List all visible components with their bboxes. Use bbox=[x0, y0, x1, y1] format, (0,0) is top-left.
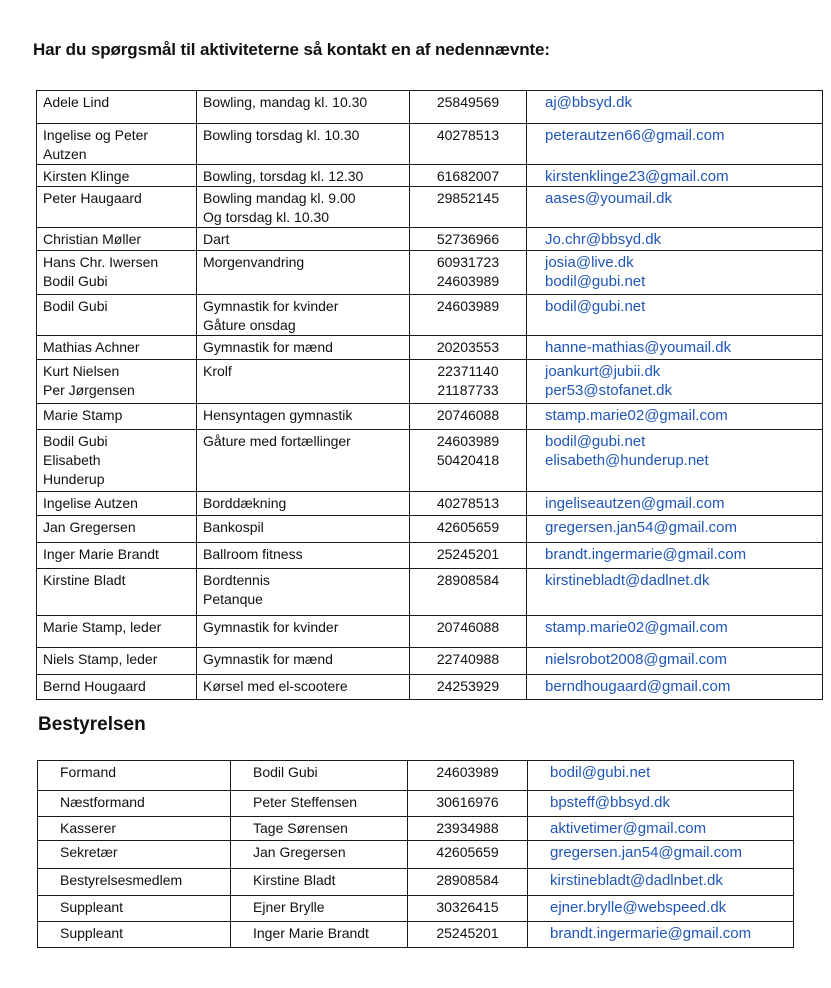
board-heading: Bestyrelsen bbox=[38, 714, 146, 735]
board-member-name: Ejner Brylle bbox=[253, 899, 325, 915]
board-role: Næstformand bbox=[60, 794, 145, 810]
activity-row bbox=[37, 295, 823, 336]
phone-number: 28908584 bbox=[436, 572, 500, 588]
activity-row bbox=[37, 492, 823, 516]
email-address: josia@live.dk bbox=[545, 254, 634, 271]
board-row bbox=[38, 869, 794, 896]
contact-name: Bodil Gubi bbox=[43, 273, 108, 289]
email-address: ejner.brylle@webspeed.dk bbox=[550, 899, 727, 916]
email-address: per53@stofanet.dk bbox=[545, 382, 672, 399]
activity-name-cell bbox=[197, 124, 410, 165]
activity-row bbox=[37, 165, 823, 187]
email-address: kirstinebladt@dadlnbet.dk bbox=[550, 872, 723, 889]
contact-name: Kirstine Bladt bbox=[43, 572, 126, 588]
email-address: gregersen.jan54@gmail.com bbox=[545, 519, 737, 536]
contact-name-cell bbox=[37, 360, 197, 404]
activity-name-cell bbox=[197, 648, 410, 675]
activity-name: Gåture onsdag bbox=[203, 317, 296, 333]
email-address-cell bbox=[527, 336, 823, 360]
phone-number: 50420418 bbox=[436, 452, 500, 468]
email-address: stamp.marie02@gmail.com bbox=[545, 619, 728, 636]
phone-number-cell bbox=[410, 336, 527, 360]
activity-row bbox=[37, 616, 823, 648]
board-member-name-cell bbox=[231, 869, 408, 896]
activity-row bbox=[37, 228, 823, 251]
phone-number-cell bbox=[410, 616, 527, 648]
board-member-name: Inger Marie Brandt bbox=[253, 925, 369, 941]
activity-row bbox=[37, 675, 823, 700]
contact-name-cell bbox=[37, 228, 197, 251]
email-address: Jo.chr@bbsyd.dk bbox=[545, 231, 662, 248]
activity-row bbox=[37, 124, 823, 165]
phone-number: 40278513 bbox=[436, 495, 500, 511]
board-role-cell bbox=[38, 869, 231, 896]
board-role: Suppleant bbox=[60, 899, 124, 915]
email-address: bodil@gubi.net bbox=[545, 298, 646, 315]
activity-name-cell bbox=[197, 91, 410, 124]
activity-name: Bowling torsdag kl. 10.30 bbox=[203, 127, 360, 143]
email-address-cell bbox=[527, 228, 823, 251]
phone-number: 23934988 bbox=[436, 820, 499, 836]
email-address-cell bbox=[528, 869, 794, 896]
phone-number-cell bbox=[410, 404, 527, 430]
phone-number: 22740988 bbox=[436, 651, 500, 667]
contact-name-cell bbox=[37, 492, 197, 516]
phone-number: 60931723 bbox=[436, 254, 500, 270]
activities-table bbox=[36, 90, 823, 700]
board-member-name-cell bbox=[231, 761, 408, 791]
email-address: bodil@gubi.net bbox=[545, 433, 646, 450]
activity-name: Morgenvandring bbox=[203, 254, 305, 270]
contact-name-cell bbox=[37, 295, 197, 336]
activity-name: Bowling, torsdag kl. 12.30 bbox=[203, 168, 364, 184]
activity-row bbox=[37, 648, 823, 675]
email-address-cell bbox=[527, 360, 823, 404]
activity-name-cell bbox=[197, 675, 410, 700]
contact-name-cell bbox=[37, 430, 197, 492]
activity-row bbox=[37, 569, 823, 616]
board-role: Kasserer bbox=[60, 820, 117, 836]
activity-row bbox=[37, 336, 823, 360]
board-role-cell bbox=[38, 896, 231, 922]
phone-number: 24603989 bbox=[436, 764, 499, 780]
contact-name: Mathias Achner bbox=[43, 339, 140, 355]
board-member-name-cell bbox=[231, 841, 408, 869]
contact-name: Bernd Hougaard bbox=[43, 678, 146, 694]
activity-row bbox=[37, 404, 823, 430]
activity-name-cell bbox=[197, 228, 410, 251]
activity-name-cell bbox=[197, 543, 410, 569]
email-address: brandt.ingermarie@gmail.com bbox=[550, 925, 752, 942]
contact-name: Niels Stamp, leder bbox=[43, 651, 158, 667]
contact-name: Per Jørgensen bbox=[43, 382, 135, 398]
phone-number-cell bbox=[410, 228, 527, 251]
phone-number-cell bbox=[408, 761, 528, 791]
phone-number: 24253929 bbox=[436, 678, 500, 694]
email-address-cell bbox=[528, 761, 794, 791]
email-address-cell bbox=[527, 91, 823, 124]
email-address: bodil@gubi.net bbox=[545, 273, 646, 290]
board-member-name: Bodil Gubi bbox=[253, 764, 318, 780]
phone-number: 24603989 bbox=[436, 433, 500, 449]
contact-name: Peter Haugaard bbox=[43, 190, 142, 206]
board-role-cell bbox=[38, 791, 231, 817]
contact-name: Adele Lind bbox=[43, 94, 110, 110]
activity-name-cell bbox=[197, 336, 410, 360]
board-row bbox=[38, 841, 794, 869]
contact-name: Ingelise Autzen bbox=[43, 495, 138, 511]
email-address-cell bbox=[528, 922, 794, 948]
phone-number: 21187733 bbox=[437, 382, 499, 398]
board-table bbox=[37, 760, 794, 948]
phone-number-cell bbox=[410, 165, 527, 187]
email-address: aj@bbsyd.dk bbox=[545, 94, 632, 111]
email-address-cell bbox=[528, 817, 794, 841]
phone-number: 42605659 bbox=[436, 519, 500, 535]
board-role: Bestyrelsesmedlem bbox=[60, 872, 183, 888]
contact-name-cell bbox=[37, 251, 197, 295]
phone-number-cell bbox=[410, 187, 527, 228]
board-member-name-cell bbox=[231, 922, 408, 948]
email-address-cell bbox=[527, 404, 823, 430]
email-address: berndhougaard@gmail.com bbox=[545, 678, 731, 695]
email-address-cell bbox=[527, 492, 823, 516]
contact-name: Ingelise og Peter bbox=[43, 127, 149, 143]
board-role-cell bbox=[38, 841, 231, 869]
contact-name-cell bbox=[37, 675, 197, 700]
contact-name-cell bbox=[37, 124, 197, 165]
email-address-cell bbox=[527, 430, 823, 492]
phone-number: 40278513 bbox=[436, 127, 500, 143]
activity-name: Gymnastik for mænd bbox=[203, 339, 333, 355]
contact-name-cell bbox=[37, 165, 197, 187]
contact-name: Christian Møller bbox=[43, 231, 142, 247]
contact-name: Autzen bbox=[43, 146, 87, 162]
phone-number-cell bbox=[410, 360, 527, 404]
activity-name: Kørsel med el-scootere bbox=[203, 678, 348, 694]
email-address: bodil@gubi.net bbox=[550, 764, 651, 781]
activity-name-cell bbox=[197, 616, 410, 648]
board-member-name-cell bbox=[231, 791, 408, 817]
activity-name: Bordtennis bbox=[203, 572, 270, 588]
email-address-cell bbox=[527, 516, 823, 543]
page-heading: Har du spørgsmål til aktiviteterne så kontakt en af nedennævnte: bbox=[33, 40, 550, 59]
board-member-name: Kirstine Bladt bbox=[253, 872, 336, 888]
phone-number-cell bbox=[410, 543, 527, 569]
board-row bbox=[38, 791, 794, 817]
activity-name-cell bbox=[197, 360, 410, 404]
activity-name: Hensyntagen gymnastik bbox=[203, 407, 353, 423]
email-address: kirstenklinge23@gmail.com bbox=[545, 168, 729, 185]
activity-name: Gåture med fortællinger bbox=[203, 433, 351, 449]
board-row bbox=[38, 922, 794, 948]
phone-number-cell bbox=[408, 869, 528, 896]
activity-name: Bankospil bbox=[203, 519, 264, 535]
phone-number: 52736966 bbox=[436, 231, 500, 247]
email-address-cell bbox=[527, 675, 823, 700]
contact-name: Marie Stamp, leder bbox=[43, 619, 162, 635]
phone-number-cell bbox=[410, 124, 527, 165]
phone-number-cell bbox=[408, 896, 528, 922]
activity-name-cell bbox=[197, 430, 410, 492]
contact-name-cell bbox=[37, 569, 197, 616]
activity-name: Borddækning bbox=[203, 495, 287, 511]
board-row bbox=[38, 896, 794, 922]
board-role: Formand bbox=[60, 764, 117, 780]
email-address: bpsteff@bbsyd.dk bbox=[550, 794, 671, 811]
email-address-cell bbox=[527, 165, 823, 187]
board-role: Sekretær bbox=[60, 844, 118, 860]
phone-number: 28908584 bbox=[436, 872, 499, 888]
email-address: aktivetimer@gmail.com bbox=[550, 820, 707, 837]
email-address-cell bbox=[528, 841, 794, 869]
contact-name-cell bbox=[37, 187, 197, 228]
contact-name: Hans Chr. Iwersen bbox=[43, 254, 159, 270]
board-role-cell bbox=[38, 922, 231, 948]
phone-number-cell bbox=[408, 841, 528, 869]
contact-name-cell bbox=[37, 648, 197, 675]
phone-number-cell bbox=[410, 430, 527, 492]
email-address: hanne-mathias@youmail.dk bbox=[545, 339, 732, 356]
email-address: ingeliseautzen@gmail.com bbox=[545, 495, 725, 512]
email-address-cell bbox=[527, 251, 823, 295]
contact-name-cell bbox=[37, 336, 197, 360]
email-address-cell bbox=[528, 896, 794, 922]
email-address: gregersen.jan54@gmail.com bbox=[550, 844, 742, 861]
activity-name-cell bbox=[197, 295, 410, 336]
email-address-cell bbox=[527, 187, 823, 228]
phone-number: 42605659 bbox=[436, 844, 499, 860]
email-address: aases@youmail.dk bbox=[545, 190, 672, 207]
email-address: stamp.marie02@gmail.com bbox=[545, 407, 728, 424]
contact-name-cell bbox=[37, 516, 197, 543]
email-address: brandt.ingermarie@gmail.com bbox=[545, 546, 747, 563]
activity-row bbox=[37, 543, 823, 569]
phone-number-cell bbox=[410, 516, 527, 543]
board-member-name-cell bbox=[231, 896, 408, 922]
contact-name: Kirsten Klinge bbox=[43, 168, 130, 184]
activity-name-cell bbox=[197, 251, 410, 295]
board-row bbox=[38, 761, 794, 791]
email-address-cell bbox=[527, 124, 823, 165]
email-address-cell bbox=[527, 543, 823, 569]
phone-number-cell bbox=[408, 791, 528, 817]
email-address: joankurt@jubii.dk bbox=[545, 363, 661, 380]
phone-number: 30616976 bbox=[436, 794, 499, 810]
phone-number-cell bbox=[410, 569, 527, 616]
activity-name: Krolf bbox=[203, 363, 232, 379]
contact-name: Elisabeth bbox=[43, 452, 101, 468]
email-address-cell bbox=[527, 648, 823, 675]
email-address: elisabeth@hunderup.net bbox=[545, 452, 709, 469]
activity-name: Ballroom fitness bbox=[203, 546, 303, 562]
contact-name: Hunderup bbox=[43, 471, 105, 487]
activity-name: Dart bbox=[203, 231, 230, 247]
phone-number: 29852145 bbox=[436, 190, 500, 206]
phone-number: 24603989 bbox=[436, 298, 500, 314]
board-role-cell bbox=[38, 817, 231, 841]
activity-row bbox=[37, 187, 823, 228]
phone-number: 20746088 bbox=[436, 619, 500, 635]
activity-name: Gymnastik for kvinder bbox=[203, 298, 339, 314]
contact-name-cell bbox=[37, 91, 197, 124]
activity-name: Bowling mandag kl. 9.00 bbox=[203, 190, 356, 206]
board-row bbox=[38, 817, 794, 841]
email-address-cell bbox=[527, 295, 823, 336]
activity-name-cell bbox=[197, 404, 410, 430]
email-address-cell bbox=[527, 616, 823, 648]
phone-number-cell bbox=[408, 922, 528, 948]
phone-number-cell bbox=[410, 295, 527, 336]
board-member-name: Peter Steffensen bbox=[253, 794, 358, 810]
phone-number: 24603989 bbox=[436, 273, 500, 289]
phone-number: 20203553 bbox=[436, 339, 500, 355]
activity-name-cell bbox=[197, 165, 410, 187]
phone-number: 22371140 bbox=[437, 363, 499, 379]
board-member-name: Tage Sørensen bbox=[253, 820, 348, 836]
phone-number: 25245201 bbox=[436, 925, 499, 941]
phone-number: 20746088 bbox=[436, 407, 500, 423]
activity-name-cell bbox=[197, 569, 410, 616]
activity-row bbox=[37, 91, 823, 124]
board-role: Suppleant bbox=[60, 925, 124, 941]
phone-number-cell bbox=[410, 91, 527, 124]
activity-name: Petanque bbox=[203, 591, 263, 607]
phone-number: 30326415 bbox=[436, 899, 499, 915]
contact-name: Inger Marie Brandt bbox=[43, 546, 159, 562]
contact-name: Jan Gregersen bbox=[43, 519, 136, 535]
board-member-name-cell bbox=[231, 817, 408, 841]
board-member-name: Jan Gregersen bbox=[253, 844, 346, 860]
activity-name: Bowling, mandag kl. 10.30 bbox=[203, 94, 368, 110]
activity-row bbox=[37, 516, 823, 543]
activity-row bbox=[37, 251, 823, 295]
activity-name: Gymnastik for kvinder bbox=[203, 619, 339, 635]
contact-name: Bodil Gubi bbox=[43, 433, 108, 449]
board-role-cell bbox=[38, 761, 231, 791]
phone-number: 25849569 bbox=[436, 94, 500, 110]
email-address-cell bbox=[528, 791, 794, 817]
activity-name-cell bbox=[197, 492, 410, 516]
phone-number-cell bbox=[410, 492, 527, 516]
activity-name-cell bbox=[197, 187, 410, 228]
contact-name: Bodil Gubi bbox=[43, 298, 108, 314]
phone-number-cell bbox=[410, 251, 527, 295]
activity-row bbox=[37, 430, 823, 492]
phone-number: 61682007 bbox=[436, 168, 500, 184]
contact-name-cell bbox=[37, 616, 197, 648]
email-address-cell bbox=[527, 569, 823, 616]
phone-number-cell bbox=[410, 648, 527, 675]
activity-row bbox=[37, 360, 823, 404]
activity-name: Gymnastik for mænd bbox=[203, 651, 333, 667]
contact-name: Marie Stamp bbox=[43, 407, 123, 423]
phone-number: 25245201 bbox=[436, 546, 500, 562]
email-address: nielsrobot2008@gmail.com bbox=[545, 651, 727, 668]
phone-number-cell bbox=[410, 675, 527, 700]
email-address: peterautzen66@gmail.com bbox=[545, 127, 725, 144]
email-address: kirstinebladt@dadlnet.dk bbox=[545, 572, 710, 589]
contact-name-cell bbox=[37, 543, 197, 569]
phone-number-cell bbox=[408, 817, 528, 841]
activity-name-cell bbox=[197, 516, 410, 543]
contact-name-cell bbox=[37, 404, 197, 430]
contact-name: Kurt Nielsen bbox=[43, 363, 120, 379]
activity-name: Og torsdag kl. 10.30 bbox=[203, 209, 330, 225]
